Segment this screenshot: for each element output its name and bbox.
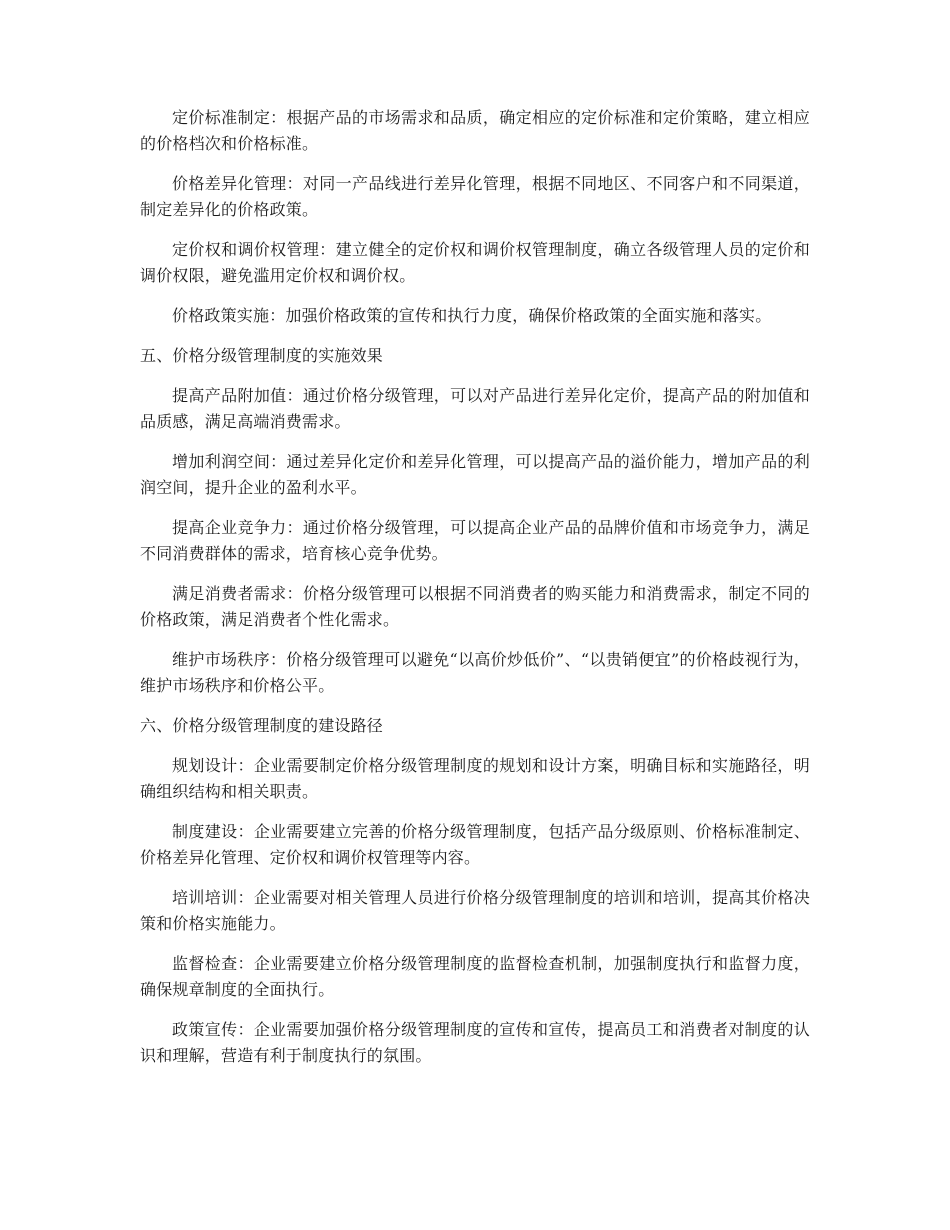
- paragraph-policy-promotion: 政策宣传：企业需要加强价格分级管理制度的宣传和宣传，提高员工和消费者对制度的认识和理解，营造有利于制度执行的氛围。: [140, 1020, 810, 1065]
- paragraph-training: 培训培训：企业需要对相关管理人员进行价格分级管理制度的培训和培训，提高其价格决策和价格实施能力。: [140, 888, 810, 933]
- document-page: [140, 105, 810, 1083]
- paragraph-market-order: 维护市场秩序：价格分级管理可以避免“以高价炒低价”、“以贵销便宜”的价格歧视行为，维护市场秩序和价格公平。: [140, 650, 810, 695]
- paragraph-pricing-standard: 定价标准制定：根据产品的市场需求和品质，确定相应的定价标准和定价策略，建立相应的价格档次和价格标准。: [140, 108, 810, 153]
- paragraph-system-building: 制度建设：企业需要建立完善的价格分级管理制度，包括产品分级原则、价格标准制定、价格差异化管理、定价权和调价权管理等内容。: [140, 822, 810, 867]
- paragraph-pricing-authority: 定价权和调价权管理：建立健全的定价权和调价权管理制度，确立各级管理人员的定价和调价权限，避免滥用定价权和调价权。: [140, 240, 810, 285]
- paragraph-policy-implementation: 价格政策实施：加强价格政策的宣传和执行力度，确保价格政策的全面实施和落实。: [172, 306, 772, 325]
- paragraph-added-value: 提高产品附加值：通过价格分级管理，可以对产品进行差异化定价，提高产品的附加值和品质感，满足高端消费需求。: [140, 386, 810, 431]
- paragraph-planning-design: 规划设计：企业需要制定价格分级管理制度的规划和设计方案，明确目标和实施路径，明确组织结构和相关职责。: [140, 756, 810, 801]
- paragraph-consumer-demand: 满足消费者需求：价格分级管理可以根据不同消费者的购买能力和消费需求，制定不同的价格政策，满足消费者个性化需求。: [140, 584, 810, 629]
- paragraph-competitiveness: 提高企业竞争力：通过价格分级管理，可以提高企业产品的品牌价值和市场竞争力，满足不同消费群体的需求，培育核心竞争优势。: [140, 518, 810, 563]
- paragraph-price-differentiation: 价格差异化管理：对同一产品线进行差异化管理，根据不同地区、不同客户和不同渠道，制定差异化的价格政策。: [140, 174, 810, 219]
- paragraph-supervision: 监督检查：企业需要建立价格分级管理制度的监督检查机制，加强制度执行和监督力度，确保规章制度的全面执行。: [140, 954, 810, 999]
- paragraph-profit-margin: 增加利润空间：通过差异化定价和差异化管理，可以提高产品的溢价能力，增加产品的利润空间，提升企业的盈利水平。: [140, 452, 810, 497]
- section-heading-implementation-effects: 五、价格分级管理制度的实施效果: [140, 346, 384, 365]
- section-heading-construction-path: 六、价格分级管理制度的建设路径: [140, 716, 384, 735]
